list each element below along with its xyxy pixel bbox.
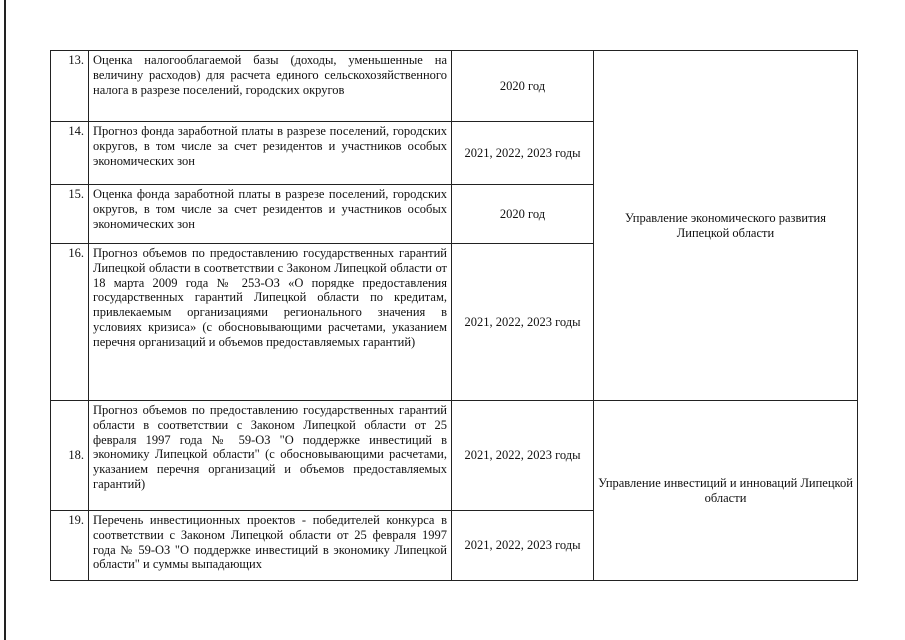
row-description: Прогноз фонда заработной платы в разрезе поселений, городских округов, в том числе за счет резидентов и участников особых экономических зон [89, 122, 452, 185]
page-margin-line [4, 0, 6, 640]
document-table [50, 50, 858, 581]
row-number: 18. [51, 401, 89, 511]
row-description: Оценка налогооблагаемой базы (доходы, уменьшенные на величину расходов) для расчета единого сельскохозяйственного налога в разрезе поселений, городских округов [89, 51, 452, 122]
row-number: 19. [51, 511, 89, 581]
row-description: Перечень инвестиционных проектов - победителей конкурса в соответствии с Законом Липецкой области от 25 февраля 1997 года № 59-ОЗ "О поддержке инвестиций в экономику Липецкой области" и суммы выпадающих [89, 511, 452, 581]
row-number: 14. [51, 122, 89, 185]
table-row [51, 401, 858, 511]
row-period: 2021, 2022, 2023 годы [452, 244, 594, 401]
row-number: 16. [51, 244, 89, 401]
responsible-department: Управление инвестиций и инноваций Липецкой области [594, 401, 858, 581]
row-period: 2021, 2022, 2023 годы [452, 401, 594, 511]
row-description: Оценка фонда заработной платы в разрезе поселений, городских округов, в том числе за счет резидентов и участников особых экономических зон [89, 185, 452, 244]
row-number: 13. [51, 51, 89, 122]
row-period: 2021, 2022, 2023 годы [452, 122, 594, 185]
row-period: 2020 год [452, 185, 594, 244]
row-period: 2021, 2022, 2023 годы [452, 511, 594, 581]
responsible-department: Управление экономического развития Липецкой области [594, 51, 858, 401]
row-description: Прогноз объемов по предоставлению государственных гарантий Липецкой области в соответствии с Законом Липецкой области от 18 марта 2009 года № 253-ОЗ «О порядке предоставления государственных гарантий Липецкой области по кредитам, привлекаемым организациями регионального значения в условиях кризиса» (с обосновывающими расчетами, указанием перечня организаций и объемов предоставляемых гарантий) [89, 244, 452, 401]
row-number: 15. [51, 185, 89, 244]
table-row [51, 51, 858, 122]
row-description: Прогноз объемов по предоставлению государственных гарантий области в соответствии с Законом Липецкой области от 25 февраля 1997 года № 59-ОЗ "О поддержке инвестиций в экономику Липецкой области" (с обосновывающими расчетами, указанием перечня организаций и объемов предоставляемых гарантий) [89, 401, 452, 511]
row-period: 2020 год [452, 51, 594, 122]
